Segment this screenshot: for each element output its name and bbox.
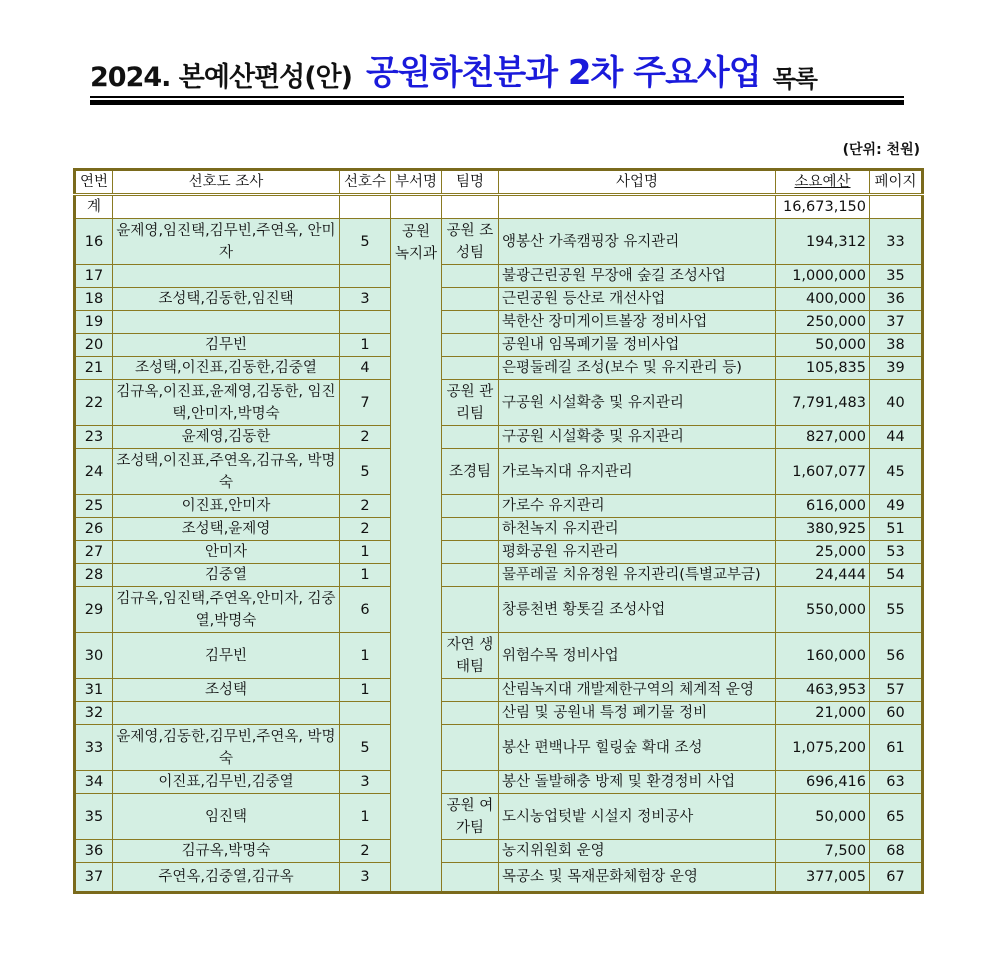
table-row <box>75 265 923 288</box>
cell-page: 40 <box>870 380 923 426</box>
cell-project: 하천녹지 유지관리 <box>499 518 776 541</box>
cell-budget: 250,000 <box>776 311 870 334</box>
cell-page: 57 <box>870 679 923 702</box>
cell-preference: 김무빈 <box>113 334 340 357</box>
cell-no: 33 <box>75 725 113 771</box>
cell-team <box>442 495 499 518</box>
cell-department: 공원 녹지과 <box>391 219 442 893</box>
cell-budget: 50,000 <box>776 334 870 357</box>
cell-count <box>340 702 391 725</box>
header-project: 사업명 <box>499 170 776 195</box>
table-row <box>75 840 923 863</box>
cell-preference: 주연옥,김중열,김규옥 <box>113 863 340 893</box>
cell-budget: 105,835 <box>776 357 870 380</box>
cell-team <box>442 195 499 219</box>
cell-page: 63 <box>870 771 923 794</box>
cell-budget: 400,000 <box>776 288 870 311</box>
title-suffix: 목록 <box>772 65 817 93</box>
cell-project: 평화공원 유지관리 <box>499 541 776 564</box>
cell-team: 공원 관리팀 <box>442 380 499 426</box>
cell-page: 51 <box>870 518 923 541</box>
cell-preference: 윤제영,김동한 <box>113 426 340 449</box>
cell-no: 18 <box>75 288 113 311</box>
cell-count: 4 <box>340 357 391 380</box>
cell-no: 16 <box>75 219 113 265</box>
cell-project: 물푸레골 치유정원 유지관리(특별교부금) <box>499 564 776 587</box>
cell-project: 은평둘레길 조성(보수 및 유지관리 등) <box>499 357 776 380</box>
table-row <box>75 863 923 893</box>
cell-budget: 696,416 <box>776 771 870 794</box>
cell-page: 45 <box>870 449 923 495</box>
cell-team <box>442 357 499 380</box>
cell-count <box>340 265 391 288</box>
table-row <box>75 449 923 495</box>
cell-count: 1 <box>340 633 391 679</box>
header-count: 선호수 <box>340 170 391 195</box>
title-highlight: 공원하천분과 2차 주요사업 <box>365 53 761 93</box>
table-row <box>75 380 923 426</box>
cell-page: 39 <box>870 357 923 380</box>
table-row <box>75 679 923 702</box>
cell-page: 61 <box>870 725 923 771</box>
cell-preference: 조성택,이진표,주연옥,김규옥, 박명숙 <box>113 449 340 495</box>
cell-team <box>442 311 499 334</box>
cell-page: 33 <box>870 219 923 265</box>
cell-team <box>442 702 499 725</box>
table-row <box>75 357 923 380</box>
cell-no: 21 <box>75 357 113 380</box>
cell-budget: 7,791,483 <box>776 380 870 426</box>
cell-count: 7 <box>340 380 391 426</box>
total-label: 계 <box>75 195 113 219</box>
cell-count: 1 <box>340 334 391 357</box>
cell-preference <box>113 311 340 334</box>
cell-page: 65 <box>870 794 923 840</box>
cell-project: 구공원 시설확충 및 유지관리 <box>499 380 776 426</box>
cell-project: 산림 및 공원내 특정 폐기물 정비 <box>499 702 776 725</box>
header-row <box>75 170 923 195</box>
project-table <box>73 168 924 894</box>
cell-no: 20 <box>75 334 113 357</box>
cell-budget: 616,000 <box>776 495 870 518</box>
cell-budget: 463,953 <box>776 679 870 702</box>
unit-label: (단위: 천원) <box>842 142 920 158</box>
table-row <box>75 794 923 840</box>
cell-no: 27 <box>75 541 113 564</box>
cell-team <box>442 587 499 633</box>
cell-budget: 194,312 <box>776 219 870 265</box>
table-row <box>75 771 923 794</box>
cell-preference: 김무빈 <box>113 633 340 679</box>
cell-project: 가로녹지대 유지관리 <box>499 449 776 495</box>
cell-no: 31 <box>75 679 113 702</box>
cell-no: 30 <box>75 633 113 679</box>
cell-budget: 1,075,200 <box>776 725 870 771</box>
cell-preference: 김규옥,이진표,윤제영,김동한, 임진택,안미자,박명숙 <box>113 380 340 426</box>
header-budget: 소요예산 <box>776 170 870 195</box>
cell-project: 앵봉산 가족캠핑장 유지관리 <box>499 219 776 265</box>
table-row <box>75 518 923 541</box>
cell-project: 목공소 및 목재문화체험장 운영 <box>499 863 776 893</box>
cell-project: 구공원 시설확충 및 유지관리 <box>499 426 776 449</box>
cell-no: 32 <box>75 702 113 725</box>
cell-preference <box>113 195 340 219</box>
cell-team: 자연 생태팀 <box>442 633 499 679</box>
cell-project: 봉산 편백나무 힐링숲 확대 조성 <box>499 725 776 771</box>
cell-no: 26 <box>75 518 113 541</box>
cell-budget: 25,000 <box>776 541 870 564</box>
table-row <box>75 541 923 564</box>
cell-no: 24 <box>75 449 113 495</box>
cell-team <box>442 771 499 794</box>
cell-preference: 조성택,윤제영 <box>113 518 340 541</box>
cell-page: 55 <box>870 587 923 633</box>
cell-department <box>391 195 442 219</box>
cell-no: 37 <box>75 863 113 893</box>
table-row <box>75 725 923 771</box>
header-preference: 선호도 조사 <box>113 170 340 195</box>
cell-team <box>442 426 499 449</box>
cell-preference: 조성택,이진표,김동한,김중열 <box>113 357 340 380</box>
cell-project: 근린공원 등산로 개선사업 <box>499 288 776 311</box>
cell-count: 1 <box>340 794 391 840</box>
cell-preference: 이진표,김무빈,김중열 <box>113 771 340 794</box>
cell-count: 2 <box>340 518 391 541</box>
title-prefix: 2024. 본예산편성(안) <box>90 62 352 93</box>
cell-count: 2 <box>340 426 391 449</box>
cell-budget: 7,500 <box>776 840 870 863</box>
header-team: 팀명 <box>442 170 499 195</box>
cell-page: 44 <box>870 426 923 449</box>
cell-budget: 1,607,077 <box>776 449 870 495</box>
cell-no: 23 <box>75 426 113 449</box>
cell-project: 공원내 임목폐기물 정비사업 <box>499 334 776 357</box>
cell-count: 3 <box>340 288 391 311</box>
table-row <box>75 564 923 587</box>
cell-no: 35 <box>75 794 113 840</box>
cell-no: 34 <box>75 771 113 794</box>
cell-project: 북한산 장미게이트볼장 정비사업 <box>499 311 776 334</box>
cell-project: 불광근린공원 무장애 숲길 조성사업 <box>499 265 776 288</box>
cell-team <box>442 541 499 564</box>
cell-preference <box>113 702 340 725</box>
title-underline-thin <box>90 96 904 98</box>
document-title <box>90 50 904 106</box>
cell-count: 2 <box>340 840 391 863</box>
cell-project: 도시농업텃밭 시설지 정비공사 <box>499 794 776 840</box>
table-row <box>75 426 923 449</box>
cell-preference: 윤제영,김동한,김무빈,주연옥, 박명숙 <box>113 725 340 771</box>
cell-project: 가로수 유지관리 <box>499 495 776 518</box>
title-underline-thick <box>90 100 904 105</box>
cell-no: 17 <box>75 265 113 288</box>
cell-project: 봉산 돌발해충 방제 및 환경정비 사업 <box>499 771 776 794</box>
cell-count: 6 <box>340 587 391 633</box>
cell-preference: 김규옥,임진택,주연옥,안미자, 김중열,박명숙 <box>113 587 340 633</box>
cell-project: 농지위원회 운영 <box>499 840 776 863</box>
header-department: 부서명 <box>391 170 442 195</box>
total-budget: 16,673,150 <box>776 195 870 219</box>
cell-budget: 1,000,000 <box>776 265 870 288</box>
header-page: 페이지 <box>870 170 923 195</box>
table-row <box>75 219 923 265</box>
cell-no: 29 <box>75 587 113 633</box>
cell-team: 공원 조성팀 <box>442 219 499 265</box>
cell-budget: 550,000 <box>776 587 870 633</box>
cell-team <box>442 518 499 541</box>
cell-team <box>442 725 499 771</box>
cell-budget: 24,444 <box>776 564 870 587</box>
cell-budget: 827,000 <box>776 426 870 449</box>
cell-preference: 김중열 <box>113 564 340 587</box>
table-row <box>75 587 923 633</box>
table-row <box>75 495 923 518</box>
title-line <box>90 50 904 94</box>
cell-page: 38 <box>870 334 923 357</box>
cell-count: 5 <box>340 449 391 495</box>
cell-page <box>870 195 923 219</box>
cell-project: 창릉천변 황톳길 조성사업 <box>499 587 776 633</box>
cell-page: 60 <box>870 702 923 725</box>
cell-project <box>499 195 776 219</box>
cell-team <box>442 564 499 587</box>
cell-page: 54 <box>870 564 923 587</box>
cell-project: 위험수목 정비사업 <box>499 633 776 679</box>
cell-count: 5 <box>340 219 391 265</box>
table-row <box>75 702 923 725</box>
cell-page: 37 <box>870 311 923 334</box>
cell-no: 28 <box>75 564 113 587</box>
header-no: 연번 <box>75 170 113 195</box>
cell-team <box>442 840 499 863</box>
cell-preference: 조성택 <box>113 679 340 702</box>
cell-count: 2 <box>340 495 391 518</box>
cell-preference: 김규옥,박명숙 <box>113 840 340 863</box>
table-row <box>75 334 923 357</box>
cell-no: 22 <box>75 380 113 426</box>
cell-count <box>340 311 391 334</box>
cell-team <box>442 334 499 357</box>
cell-no: 36 <box>75 840 113 863</box>
cell-preference: 이진표,안미자 <box>113 495 340 518</box>
cell-team <box>442 863 499 893</box>
table-row <box>75 288 923 311</box>
cell-page: 53 <box>870 541 923 564</box>
table-row <box>75 633 923 679</box>
cell-preference: 윤제영,임진택,김무빈,주연옥, 안미자 <box>113 219 340 265</box>
cell-count: 1 <box>340 679 391 702</box>
cell-budget: 377,005 <box>776 863 870 893</box>
cell-page: 56 <box>870 633 923 679</box>
cell-preference: 임진택 <box>113 794 340 840</box>
cell-count <box>340 195 391 219</box>
cell-no: 19 <box>75 311 113 334</box>
cell-budget: 21,000 <box>776 702 870 725</box>
cell-budget: 50,000 <box>776 794 870 840</box>
cell-project: 산림녹지대 개발제한구역의 체계적 운영 <box>499 679 776 702</box>
cell-preference: 조성택,김동한,임진택 <box>113 288 340 311</box>
total-row <box>75 195 923 219</box>
cell-budget: 160,000 <box>776 633 870 679</box>
cell-page: 35 <box>870 265 923 288</box>
cell-count: 3 <box>340 771 391 794</box>
cell-count: 3 <box>340 863 391 893</box>
cell-team <box>442 679 499 702</box>
cell-team <box>442 265 499 288</box>
table-row <box>75 311 923 334</box>
cell-preference: 안미자 <box>113 541 340 564</box>
cell-count: 5 <box>340 725 391 771</box>
cell-page: 68 <box>870 840 923 863</box>
cell-no: 25 <box>75 495 113 518</box>
cell-page: 36 <box>870 288 923 311</box>
cell-count: 1 <box>340 564 391 587</box>
cell-page: 49 <box>870 495 923 518</box>
cell-team: 공원 여가팀 <box>442 794 499 840</box>
cell-count: 1 <box>340 541 391 564</box>
cell-budget: 380,925 <box>776 518 870 541</box>
cell-preference <box>113 265 340 288</box>
cell-team <box>442 288 499 311</box>
cell-page: 67 <box>870 863 923 893</box>
cell-team: 조경팀 <box>442 449 499 495</box>
